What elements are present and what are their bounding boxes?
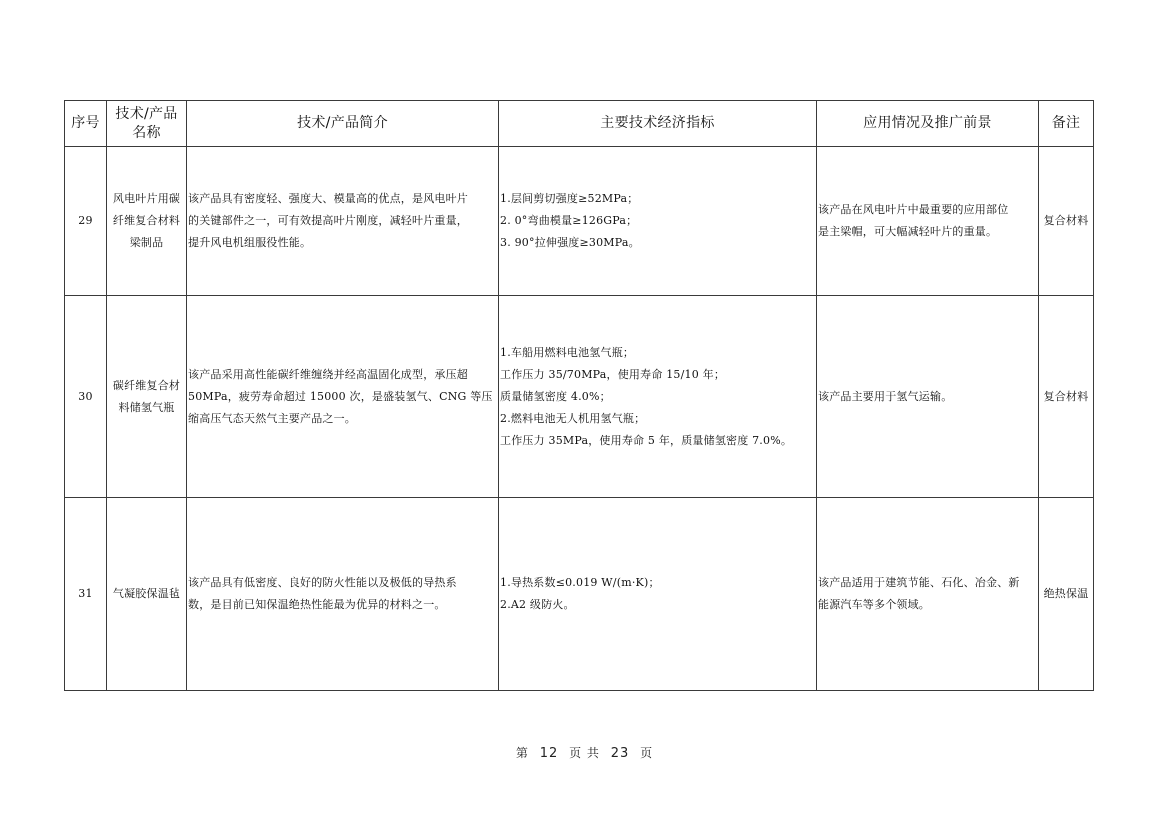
header-product-name [107,101,187,147]
cell-serial-no: 29 [65,147,107,296]
cell-indicators [499,498,817,691]
table-header-row [65,101,1094,147]
indicator-line: 质量储氢密度 4.0%； [500,389,611,403]
indicator-line: 工作压力 35MPa，使用寿命 5 年，质量储氢密度 7.0%。 [500,433,793,447]
name-line: 气凝胶保温毡 [112,587,181,600]
cell-description [187,498,499,691]
indicator-line: 2.A2 级防火。 [500,598,575,611]
application-line: 该产品主要用于氢气运输。 [818,389,953,403]
footer-middle: 页 共 [569,746,600,760]
indicator-line: 1.车船用燃料电池氢气瓶； [500,345,635,359]
header-product-description: 技术/产品简介 [187,101,499,147]
desc-line: 50MPa，疲劳寿命超过 15000 次，是盛装氢气、CNG 等压 [188,389,493,403]
desc-line: 提升风电机组服役性能。 [188,236,312,249]
page-number-footer [0,744,1169,761]
indicator-line: 1.导热系数≤0.019 W/(m·K)； [500,576,660,589]
cell-remarks: 复合材料 [1039,296,1094,498]
application-line: 该产品在风电叶片中最重要的应用部位 [818,203,1009,216]
cell-description [187,147,499,296]
desc-line: 该产品具有密度轻、强度大、模量高的优点，是风电叶片 [188,192,468,205]
indicator-line: 工作压力 35/70MPa，使用寿命 15/10 年； [500,367,726,381]
footer-suffix: 页 [640,746,654,760]
indicator-line: 3. 90°拉伸强度≥30MPa。 [500,236,640,249]
cell-indicators [499,147,817,296]
header-key-indicators: 主要技术经济指标 [499,101,817,147]
cell-indicators [499,296,817,498]
cell-remarks: 复合材料 [1039,147,1094,296]
cell-application [817,147,1039,296]
desc-line: 缩高压气态天然气主要产品之一。 [188,411,356,425]
name-line: 梁制品 [129,236,164,249]
header-application-prospects: 应用情况及推广前景 [817,101,1039,147]
total-page-count: 23 [610,746,630,761]
cell-product-name [107,147,187,296]
cell-application [817,296,1039,498]
name-line: 纤维复合材料 [112,214,181,227]
cell-application [817,498,1039,691]
table-row [65,498,1094,691]
application-line: 是主梁帽，可大幅减轻叶片的重量。 [818,225,998,238]
name-line: 风电叶片用碳 [112,192,181,205]
table-row [65,296,1094,498]
header-product-name-line2: 名称 [132,124,161,141]
cell-description [187,296,499,498]
indicator-line: 1.层间剪切强度≥52MPa； [500,192,639,205]
desc-line: 的关键部件之一，可有效提高叶片刚度，减轻叶片重量， [188,214,468,227]
header-serial-no: 序号 [65,101,107,147]
cell-serial-no: 31 [65,498,107,691]
cell-product-name [107,296,187,498]
application-line: 能源汽车等多个领域。 [818,598,930,611]
cell-remarks: 绝热保温 [1039,498,1094,691]
current-page-number: 12 [539,746,559,761]
indicator-line: 2.燃料电池无人机用氢气瓶； [500,411,646,425]
cell-product-name [107,498,187,691]
header-product-name-line1: 技术/产品 [115,105,178,122]
cell-serial-no: 30 [65,296,107,498]
footer-prefix: 第 [515,746,529,760]
desc-line: 数，是目前已知保温绝热性能最为优异的材料之一。 [188,598,446,611]
table-row [65,147,1094,296]
name-line: 碳纤维复合材 [112,378,181,392]
indicator-line: 2. 0°弯曲模量≥126GPa； [500,214,638,227]
header-remarks: 备注 [1039,101,1094,147]
application-line: 该产品适用于建筑节能、石化、冶金、新 [818,576,1020,589]
product-table [64,100,1094,691]
name-line: 料储氢气瓶 [118,400,175,414]
desc-line: 该产品采用高性能碳纤维缠绕并经高温固化成型，承压超 [188,367,468,381]
desc-line: 该产品具有低密度、良好的防火性能以及极低的导热系 [188,576,457,589]
